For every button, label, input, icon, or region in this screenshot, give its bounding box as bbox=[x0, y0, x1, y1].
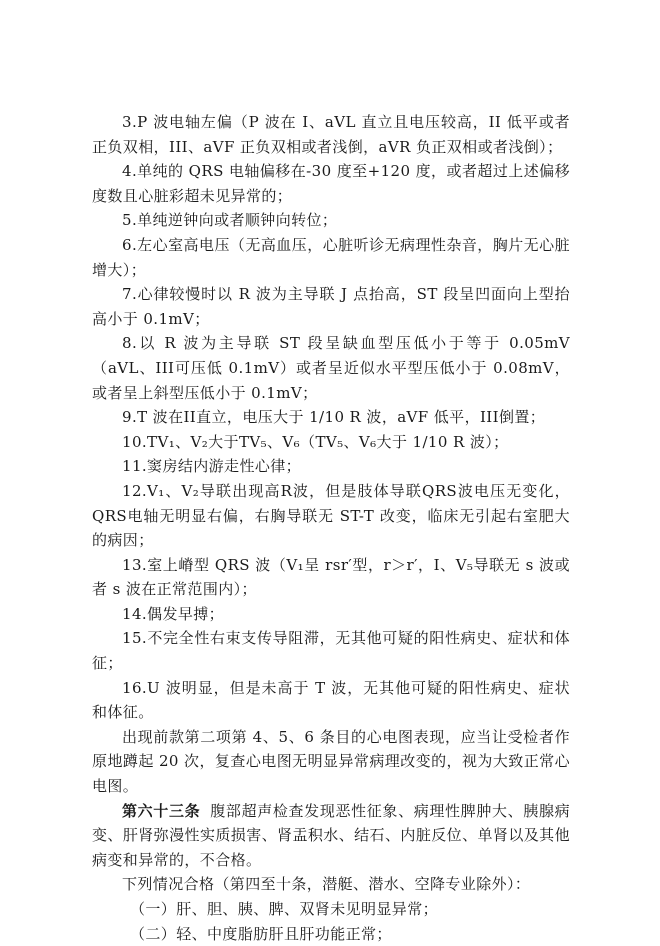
ecg-item-8: 8.以 R 波为主导联 ST 段呈缺血型压低小于等于 0.05mV（aVL、III可压低 0.1mV）或者呈近似水平型压低小于 0.08mV，或者呈上斜型压低小于 0.1mV； bbox=[92, 334, 570, 402]
ecg-item-10: 10.TV₁、V₂大于TV₅、V₆（TV₅、V₆大于 1/10 R 波）； bbox=[122, 432, 509, 451]
ecg-item-11: 11.窦房结内游走性心律； bbox=[122, 457, 302, 476]
ecg-item-3: 3.P 波电轴左偏（P 波在 I、aVL 直立且电压较高，II 低平或者正负双相，III、aVF 正负双相或者浅倒，aVR 负正双相或者浅倒）； bbox=[92, 113, 570, 156]
ecg-item-12: 12.V₁、V₂导联出现高R波，但是肢体导联QRS波电压无变化，QRS电轴无明显右偏，右胸导联无 ST-T 改变，临床无引起右室肥大的病因； bbox=[92, 481, 570, 550]
ecg-item-9: 9.T 波在II直立，电压大于 1/10 R 波，aVF 低平，III倒置； bbox=[122, 408, 546, 427]
ecg-item-14: 14.偶发早搏； bbox=[122, 604, 225, 623]
ecg-item-13: 13.室上嵴型 QRS 波（V₁呈 rsr′型，r＞r′，I、V₅导联无 s 波或者 s 波在正常范围内）； bbox=[92, 555, 570, 599]
ecg-item-16: 16.U 波明显，但是未高于 T 波，无其他可疑的阳性病史、症状和体征。 bbox=[92, 678, 570, 722]
article-63-paragraph bbox=[92, 799, 570, 873]
qualified-intro: 下列情况合格（第四至十条，潜艇、潜水、空降专业除外）： bbox=[122, 875, 531, 894]
ecg-item-4: 4.单纯的 QRS 电轴偏移在-30 度至+120 度，或者超过上述偏移度数且心脏彩超未见异常的； bbox=[92, 162, 570, 205]
ecg-note-paragraph: 出现前款第二项第 4、5、6 条目的心电图表现，应当让受检者作原地蹲起 20 次，复查心电图无明显异常病理改变的，视为大致正常心电图。 bbox=[92, 727, 570, 796]
qualified-item-2: （二）轻、中度脂肪肝且肝功能正常； bbox=[130, 924, 392, 943]
ecg-item-6: 6.左心室高电压（无高血压，心脏听诊无病理性杂音，胸片无心脏增大）； bbox=[92, 235, 570, 279]
document-body bbox=[92, 110, 570, 946]
ecg-item-7: 7.心律较慢时以 R 波为主导联 J 点抬高，ST 段呈凹面向上型抬高小于 0.1mV； bbox=[92, 285, 570, 328]
article-63-heading: 第六十三条 bbox=[122, 801, 201, 820]
article-63-text: 腹部超声检查发现恶性征象、病理性脾肿大、胰腺病变、肝肾弥漫性实质损害、肾盂积水、结石、内脏反位、单肾以及其他病变和异常的，不合格。 bbox=[92, 801, 570, 869]
ecg-item-15: 15.不完全性右束支传导阻滞，无其他可疑的阳性病史、症状和体征； bbox=[92, 629, 570, 673]
ecg-item-5: 5.单纯逆钟向或者顺钟向转位； bbox=[122, 211, 338, 230]
qualified-item-1: （一）肝、胆、胰、脾、双肾未见明显异常； bbox=[130, 900, 439, 918]
